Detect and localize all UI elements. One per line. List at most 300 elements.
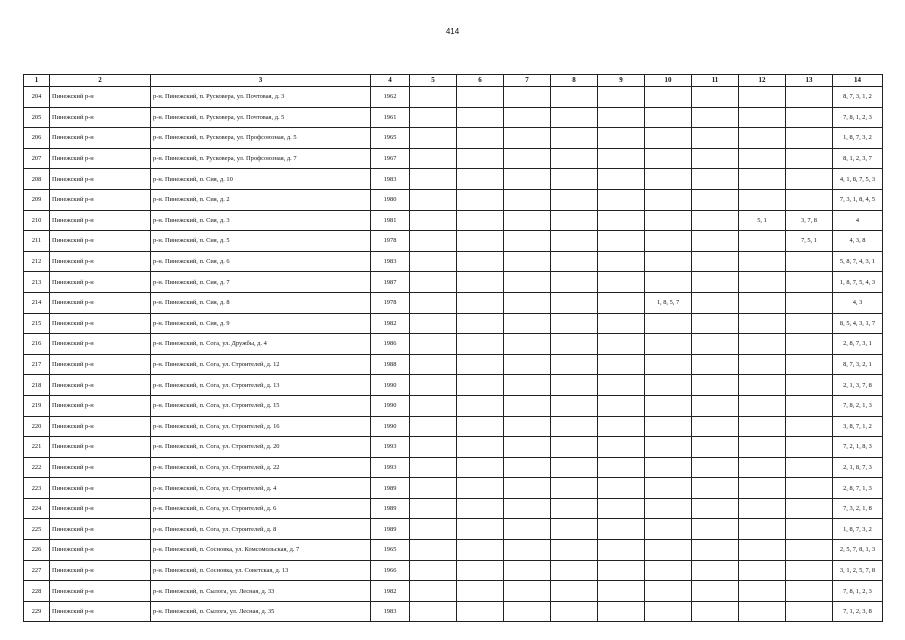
table-cell <box>786 272 833 293</box>
table-cell <box>504 519 551 540</box>
table-cell <box>457 498 504 519</box>
table-cell <box>410 457 457 478</box>
table-row <box>24 437 883 458</box>
table-cell <box>551 189 598 210</box>
table-cell <box>692 148 739 169</box>
table-row <box>24 457 883 478</box>
table-cell <box>551 210 598 231</box>
table-cell: 1990 <box>371 395 410 416</box>
table-cell: 227 <box>24 560 50 581</box>
table-cell <box>692 478 739 499</box>
column-header: 14 <box>833 75 883 87</box>
table-cell <box>504 169 551 190</box>
table-cell <box>551 519 598 540</box>
table-cell <box>598 292 645 313</box>
table-cell: р-н. Пинежский, п. Сылога, ул. Лесная, д. 35 <box>151 601 371 622</box>
table-cell: 1993 <box>371 457 410 478</box>
table-cell <box>739 519 786 540</box>
table-cell: 1983 <box>371 251 410 272</box>
table-cell <box>786 375 833 396</box>
table-cell: 7, 8, 1, 2, 3 <box>833 581 883 602</box>
table-cell: 7, 2, 1, 8, 3 <box>833 437 883 458</box>
header-row <box>24 75 883 87</box>
table-cell <box>598 581 645 602</box>
table-cell <box>786 292 833 313</box>
table-cell <box>739 478 786 499</box>
table-cell <box>504 560 551 581</box>
table-cell <box>739 272 786 293</box>
table-cell <box>739 375 786 396</box>
table-row <box>24 334 883 355</box>
table-cell: 1986 <box>371 334 410 355</box>
table-cell: 7, 1, 2, 3, 8 <box>833 601 883 622</box>
table-cell <box>786 334 833 355</box>
table-cell <box>598 601 645 622</box>
table-cell <box>457 437 504 458</box>
table-cell: Пинежский р-н <box>50 581 151 602</box>
table-cell: Пинежский р-н <box>50 498 151 519</box>
table-cell <box>692 540 739 561</box>
table-cell <box>551 581 598 602</box>
table-cell: 206 <box>24 128 50 149</box>
register-table <box>23 74 883 622</box>
table-cell <box>551 313 598 334</box>
column-header: 10 <box>645 75 692 87</box>
table-row <box>24 87 883 108</box>
table-cell: 226 <box>24 540 50 561</box>
table-cell <box>410 395 457 416</box>
table-cell: 2, 1, 3, 7, 8 <box>833 375 883 396</box>
table-cell <box>551 395 598 416</box>
table-cell: 4, 3 <box>833 292 883 313</box>
table-cell <box>692 375 739 396</box>
table-cell: 3, 8, 7, 1, 2 <box>833 416 883 437</box>
table-cell: 1967 <box>371 148 410 169</box>
table-cell <box>410 519 457 540</box>
table-cell <box>692 87 739 108</box>
table-cell <box>645 354 692 375</box>
table-cell <box>457 354 504 375</box>
table-cell <box>645 560 692 581</box>
table-cell <box>551 478 598 499</box>
table-cell <box>645 519 692 540</box>
table-cell <box>551 354 598 375</box>
table-cell <box>786 395 833 416</box>
table-cell: 212 <box>24 251 50 272</box>
table-cell: 229 <box>24 601 50 622</box>
table-row <box>24 313 883 334</box>
table-cell: р-н. Пинежский, п. Сога, ул. Строителей, д. 22 <box>151 457 371 478</box>
table-cell <box>504 478 551 499</box>
table-cell <box>457 581 504 602</box>
table-cell <box>410 169 457 190</box>
table-cell: 209 <box>24 189 50 210</box>
table-cell: 1983 <box>371 601 410 622</box>
table-cell <box>645 581 692 602</box>
table-cell <box>457 231 504 252</box>
column-header: 4 <box>371 75 410 87</box>
table-cell: р-н. Пинежский, п. Сога, ул. Строителей, д. 12 <box>151 354 371 375</box>
table-cell: 208 <box>24 169 50 190</box>
table-cell: р-н. Пинежский, п. Сосновка, ул. Комсомольская, д. 7 <box>151 540 371 561</box>
table-cell: 223 <box>24 478 50 499</box>
table-cell <box>598 313 645 334</box>
table-cell <box>457 395 504 416</box>
table-cell <box>410 375 457 396</box>
table-cell: 7, 5, 1 <box>786 231 833 252</box>
table-cell: р-н. Пинежский, п. Сога, ул. Строителей, д. 15 <box>151 395 371 416</box>
table-cell <box>410 354 457 375</box>
table-cell: Пинежский р-н <box>50 148 151 169</box>
table-cell: Пинежский р-н <box>50 272 151 293</box>
table-cell <box>786 519 833 540</box>
table-cell <box>692 231 739 252</box>
table-cell <box>504 148 551 169</box>
table-cell: 211 <box>24 231 50 252</box>
table-cell <box>410 231 457 252</box>
table-cell <box>551 375 598 396</box>
table-cell: 1978 <box>371 231 410 252</box>
table-cell <box>410 107 457 128</box>
column-header: 13 <box>786 75 833 87</box>
table-cell <box>645 231 692 252</box>
column-header: 12 <box>739 75 786 87</box>
table-cell <box>645 251 692 272</box>
table-cell: 1978 <box>371 292 410 313</box>
table-cell <box>410 251 457 272</box>
table-cell <box>504 292 551 313</box>
table-cell: р-н. Пинежский, п. Сога, ул. Строителей, д. 20 <box>151 437 371 458</box>
table-cell: 1993 <box>371 437 410 458</box>
table-cell <box>692 498 739 519</box>
table-cell: 2, 5, 7, 8, 1, 3 <box>833 540 883 561</box>
table-cell: Пинежский р-н <box>50 560 151 581</box>
table-cell: 219 <box>24 395 50 416</box>
table-cell <box>598 128 645 149</box>
table-cell <box>645 189 692 210</box>
table-cell: 204 <box>24 87 50 108</box>
table-cell: 8, 5, 4, 3, 1, 7 <box>833 313 883 334</box>
table-cell: Пинежский р-н <box>50 231 151 252</box>
table-cell <box>692 313 739 334</box>
table-cell <box>598 375 645 396</box>
table-cell <box>739 601 786 622</box>
table-cell: 1989 <box>371 519 410 540</box>
table-cell <box>504 107 551 128</box>
table-cell <box>598 87 645 108</box>
table-cell: р-н. Пинежский, п. Русковера, ул. Профсоюзная, д. 5 <box>151 128 371 149</box>
table-cell <box>504 313 551 334</box>
table-cell: 207 <box>24 148 50 169</box>
table-cell <box>739 540 786 561</box>
table-row <box>24 354 883 375</box>
table-cell <box>598 210 645 231</box>
table-cell <box>410 498 457 519</box>
table-cell: 1990 <box>371 416 410 437</box>
table-cell <box>739 148 786 169</box>
table-cell <box>786 478 833 499</box>
table-cell: 214 <box>24 292 50 313</box>
table-cell <box>457 292 504 313</box>
table-cell <box>739 189 786 210</box>
table-cell <box>504 189 551 210</box>
table-cell <box>692 560 739 581</box>
table-cell <box>739 560 786 581</box>
table-cell <box>410 313 457 334</box>
table-cell <box>504 395 551 416</box>
table-row <box>24 395 883 416</box>
table-cell <box>410 334 457 355</box>
table-cell <box>504 416 551 437</box>
table-cell <box>786 189 833 210</box>
table-cell <box>692 437 739 458</box>
table-cell <box>551 169 598 190</box>
table-cell <box>504 251 551 272</box>
table-row <box>24 292 883 313</box>
table-cell <box>692 457 739 478</box>
table-cell <box>739 498 786 519</box>
table-cell: р-н. Пинежский, п. Сога, ул. Строителей, д. 6 <box>151 498 371 519</box>
table-cell: 217 <box>24 354 50 375</box>
table-cell <box>645 128 692 149</box>
table-cell <box>410 540 457 561</box>
table-row <box>24 107 883 128</box>
table-cell <box>786 601 833 622</box>
table-cell <box>551 416 598 437</box>
table-row <box>24 498 883 519</box>
table-cell <box>739 128 786 149</box>
table-cell: 1, 8, 7, 5, 4, 3 <box>833 272 883 293</box>
table-cell <box>598 107 645 128</box>
table-cell: р-н. Пинежский, п. Сога, ул. Строителей, д. 4 <box>151 478 371 499</box>
table-cell: Пинежский р-н <box>50 601 151 622</box>
table-row <box>24 210 883 231</box>
table-cell: 1965 <box>371 540 410 561</box>
table-cell: Пинежский р-н <box>50 292 151 313</box>
table-cell: 210 <box>24 210 50 231</box>
table-cell <box>739 87 786 108</box>
table-cell: 1962 <box>371 87 410 108</box>
table-cell <box>786 560 833 581</box>
column-header: 3 <box>151 75 371 87</box>
table-cell <box>410 581 457 602</box>
table-row <box>24 540 883 561</box>
table-cell <box>410 148 457 169</box>
table-cell <box>786 313 833 334</box>
table-cell: 213 <box>24 272 50 293</box>
table-cell: р-н. Пинежский, п. Сылога, ул. Лесная, д. 33 <box>151 581 371 602</box>
table-cell: Пинежский р-н <box>50 354 151 375</box>
table-cell <box>692 601 739 622</box>
table-cell <box>645 148 692 169</box>
table-cell <box>692 189 739 210</box>
table-cell <box>692 519 739 540</box>
table-cell <box>739 313 786 334</box>
table-cell: 2, 8, 7, 3, 1 <box>833 334 883 355</box>
table-cell <box>692 581 739 602</box>
table-cell: Пинежский р-н <box>50 478 151 499</box>
table-cell <box>410 189 457 210</box>
table-cell <box>692 107 739 128</box>
table-cell: р-н. Пинежский, п. Сога, ул. Дружбы, д. 4 <box>151 334 371 355</box>
table-cell <box>598 519 645 540</box>
table-cell <box>598 478 645 499</box>
table-body <box>24 87 883 622</box>
table-cell: Пинежский р-н <box>50 210 151 231</box>
table-cell <box>410 416 457 437</box>
table-cell <box>410 87 457 108</box>
table-cell: 1966 <box>371 560 410 581</box>
column-header: 2 <box>50 75 151 87</box>
table-cell: Пинежский р-н <box>50 251 151 272</box>
table-cell <box>551 540 598 561</box>
table-cell <box>504 231 551 252</box>
table-row <box>24 375 883 396</box>
table-cell: 222 <box>24 457 50 478</box>
table-cell <box>739 169 786 190</box>
table-cell: р-н. Пинежский, п. Сия, д. 9 <box>151 313 371 334</box>
table-cell: р-н. Пинежский, п. Сия, д. 7 <box>151 272 371 293</box>
table-cell <box>457 478 504 499</box>
table-cell <box>551 87 598 108</box>
table-cell <box>645 87 692 108</box>
table-cell <box>504 601 551 622</box>
table-cell: Пинежский р-н <box>50 189 151 210</box>
table-cell <box>786 87 833 108</box>
table-cell: 7, 8, 2, 1, 3 <box>833 395 883 416</box>
table-cell <box>598 148 645 169</box>
table-cell: 216 <box>24 334 50 355</box>
table-cell <box>457 313 504 334</box>
table-cell: р-н. Пинежский, п. Русковера, ул. Почтовая, д. 3 <box>151 87 371 108</box>
table-cell <box>598 334 645 355</box>
table-cell: 220 <box>24 416 50 437</box>
table-cell <box>504 540 551 561</box>
table-cell <box>457 560 504 581</box>
table-cell: р-н. Пинежский, п. Сога, ул. Строителей, д. 8 <box>151 519 371 540</box>
table-cell: 1, 8, 7, 3, 2 <box>833 128 883 149</box>
table-row <box>24 128 883 149</box>
table-cell <box>551 601 598 622</box>
table-cell <box>551 560 598 581</box>
table-cell <box>692 169 739 190</box>
table-cell <box>410 292 457 313</box>
table-cell <box>410 560 457 581</box>
table-cell: 7, 3, 2, 1, 8 <box>833 498 883 519</box>
table-cell <box>457 519 504 540</box>
table-cell <box>786 148 833 169</box>
table-cell <box>692 292 739 313</box>
table-cell <box>410 210 457 231</box>
table-cell <box>504 457 551 478</box>
table-cell <box>598 540 645 561</box>
table-cell <box>692 210 739 231</box>
table-cell: Пинежский р-н <box>50 519 151 540</box>
table-cell: р-н. Пинежский, п. Сия, д. 8 <box>151 292 371 313</box>
table-cell <box>551 272 598 293</box>
table-cell <box>551 148 598 169</box>
table-cell: Пинежский р-н <box>50 375 151 396</box>
column-header: 9 <box>598 75 645 87</box>
table-cell <box>504 272 551 293</box>
column-header: 7 <box>504 75 551 87</box>
table-row <box>24 148 883 169</box>
table-cell <box>739 395 786 416</box>
table-cell <box>786 169 833 190</box>
table-cell: р-н. Пинежский, п. Русковера, ул. Почтовая, д. 5 <box>151 107 371 128</box>
table-cell <box>786 498 833 519</box>
table-cell: р-н. Пинежский, п. Русковера, ул. Профсоюзная, д. 7 <box>151 148 371 169</box>
table-cell <box>457 210 504 231</box>
table-cell <box>457 375 504 396</box>
table-cell <box>692 416 739 437</box>
table-cell <box>457 540 504 561</box>
table-cell <box>598 416 645 437</box>
table-cell <box>739 251 786 272</box>
table-cell <box>551 292 598 313</box>
table-cell <box>739 292 786 313</box>
table-cell <box>457 334 504 355</box>
table-row <box>24 581 883 602</box>
table-cell <box>645 498 692 519</box>
table-cell: Пинежский р-н <box>50 313 151 334</box>
table-row <box>24 251 883 272</box>
table-cell <box>551 334 598 355</box>
table-cell: 5, 1 <box>739 210 786 231</box>
table-cell: 8, 1, 2, 3, 7 <box>833 148 883 169</box>
table-cell: Пинежский р-н <box>50 540 151 561</box>
table-row <box>24 231 883 252</box>
table-cell: 1981 <box>371 210 410 231</box>
table-cell <box>645 395 692 416</box>
table-row <box>24 519 883 540</box>
table-cell <box>786 128 833 149</box>
table-cell: Пинежский р-н <box>50 416 151 437</box>
table-cell <box>786 107 833 128</box>
table-cell <box>739 231 786 252</box>
table-cell: 1982 <box>371 581 410 602</box>
table-cell: Пинежский р-н <box>50 437 151 458</box>
table-cell: 1988 <box>371 354 410 375</box>
table-cell <box>457 416 504 437</box>
table-cell <box>504 354 551 375</box>
table-cell <box>551 231 598 252</box>
table-cell <box>598 272 645 293</box>
table-cell: 1980 <box>371 189 410 210</box>
table-cell <box>739 437 786 458</box>
table-cell <box>645 457 692 478</box>
table-cell: р-н. Пинежский, п. Сия, д. 6 <box>151 251 371 272</box>
table-cell: р-н. Пинежский, п. Сия, д. 10 <box>151 169 371 190</box>
table-cell: 1, 8, 7, 3, 2 <box>833 519 883 540</box>
table-cell: 1990 <box>371 375 410 396</box>
table-cell: 228 <box>24 581 50 602</box>
table-cell <box>457 457 504 478</box>
table-cell <box>457 601 504 622</box>
table-cell <box>739 457 786 478</box>
table-cell <box>598 498 645 519</box>
table-cell: 3, 7, 8 <box>786 210 833 231</box>
table-cell <box>739 581 786 602</box>
table-cell <box>504 375 551 396</box>
table-cell: 218 <box>24 375 50 396</box>
table-cell: 4, 3, 8 <box>833 231 883 252</box>
table-cell <box>504 437 551 458</box>
table-cell: Пинежский р-н <box>50 169 151 190</box>
table-cell <box>645 272 692 293</box>
table-cell: 3, 1, 2, 5, 7, 8 <box>833 560 883 581</box>
table-cell <box>645 437 692 458</box>
